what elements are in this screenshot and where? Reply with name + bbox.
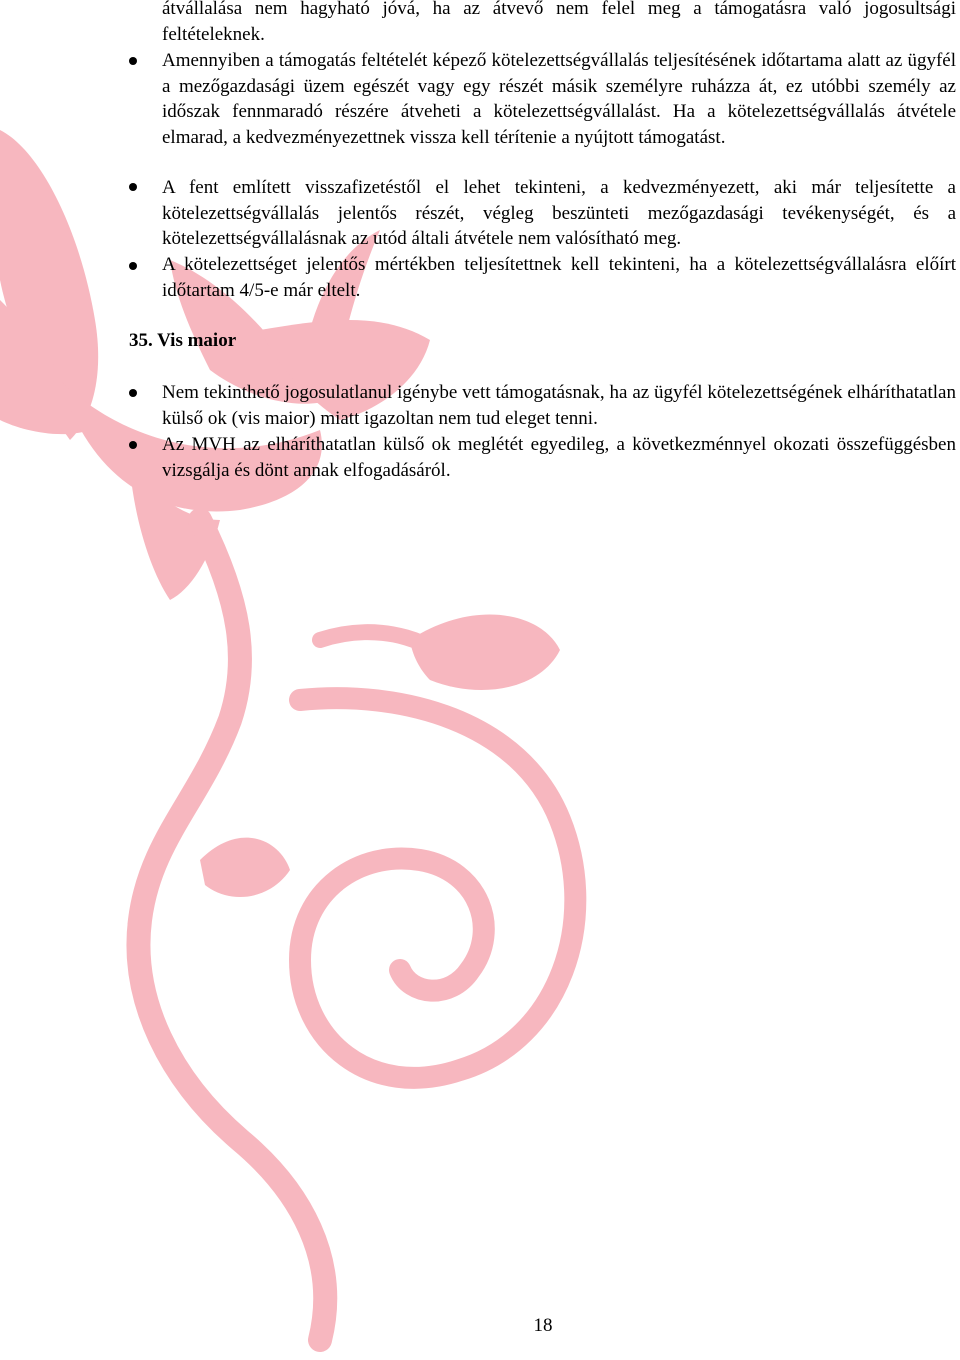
list-item: Nem tekinthető jogosulatlanul igénybe vett támogatásnak, ha az ügyfél kötelezettségének elháríthatatlan külső ok (vis maior) miatt igazoltan nem tud eleget tenni. — [162, 382, 956, 429]
bullet-icon — [129, 183, 137, 191]
bullet-icon — [129, 441, 137, 449]
section-heading: 35. Vis maior — [129, 330, 237, 351]
bullet-icon — [129, 57, 137, 65]
list-item: Amennyiben a támogatás feltételét képező kötelezettségvállalás teljesítésének időtartama alatt az ügyfél a mezőgazdasági üzem egészét vagy egy részét másik személyre ruházza át, ez utóbbi személy az időszak fennmaradó részére átveheti a kötelezettségvállalást. Ha a kötelezettségvállalás átvétele elmarad, a kedvezményezettnek vissza kell térítenie a nyújtott támogatást. — [162, 50, 956, 148]
continued-paragraph: átvállalása nem hagyható jóvá, ha az átvevő nem felel meg a támogatásra való jogosultsági feltételeknek. — [162, 0, 956, 45]
page-number: 18 — [533, 1315, 553, 1336]
list-item: Az MVH az elháríthatatlan külső ok meglétét egyedileg, a következménnyel okozati összefüggésben vizsgálja és dönt annak elfogadásáról. — [162, 434, 956, 481]
bullet-icon — [129, 389, 137, 397]
list-item: A fent említett visszafizetéstől el lehet tekinteni, a kedvezményezett, aki már teljesítette a kötelezettségvállalás jelentős részét, végleg beszünteti mezőgazdasági tevékenységét, és a kötelezettségvállalásnak az utód általi átvétele nem valósítható meg. — [162, 177, 956, 250]
list-item: A kötelezettséget jelentős mértékben teljesítettnek kell tekinteni, ha a kötelezettségvállalásra előírt időtartam 4/5-e már eltelt. — [162, 254, 956, 301]
bullet-icon — [129, 262, 137, 270]
